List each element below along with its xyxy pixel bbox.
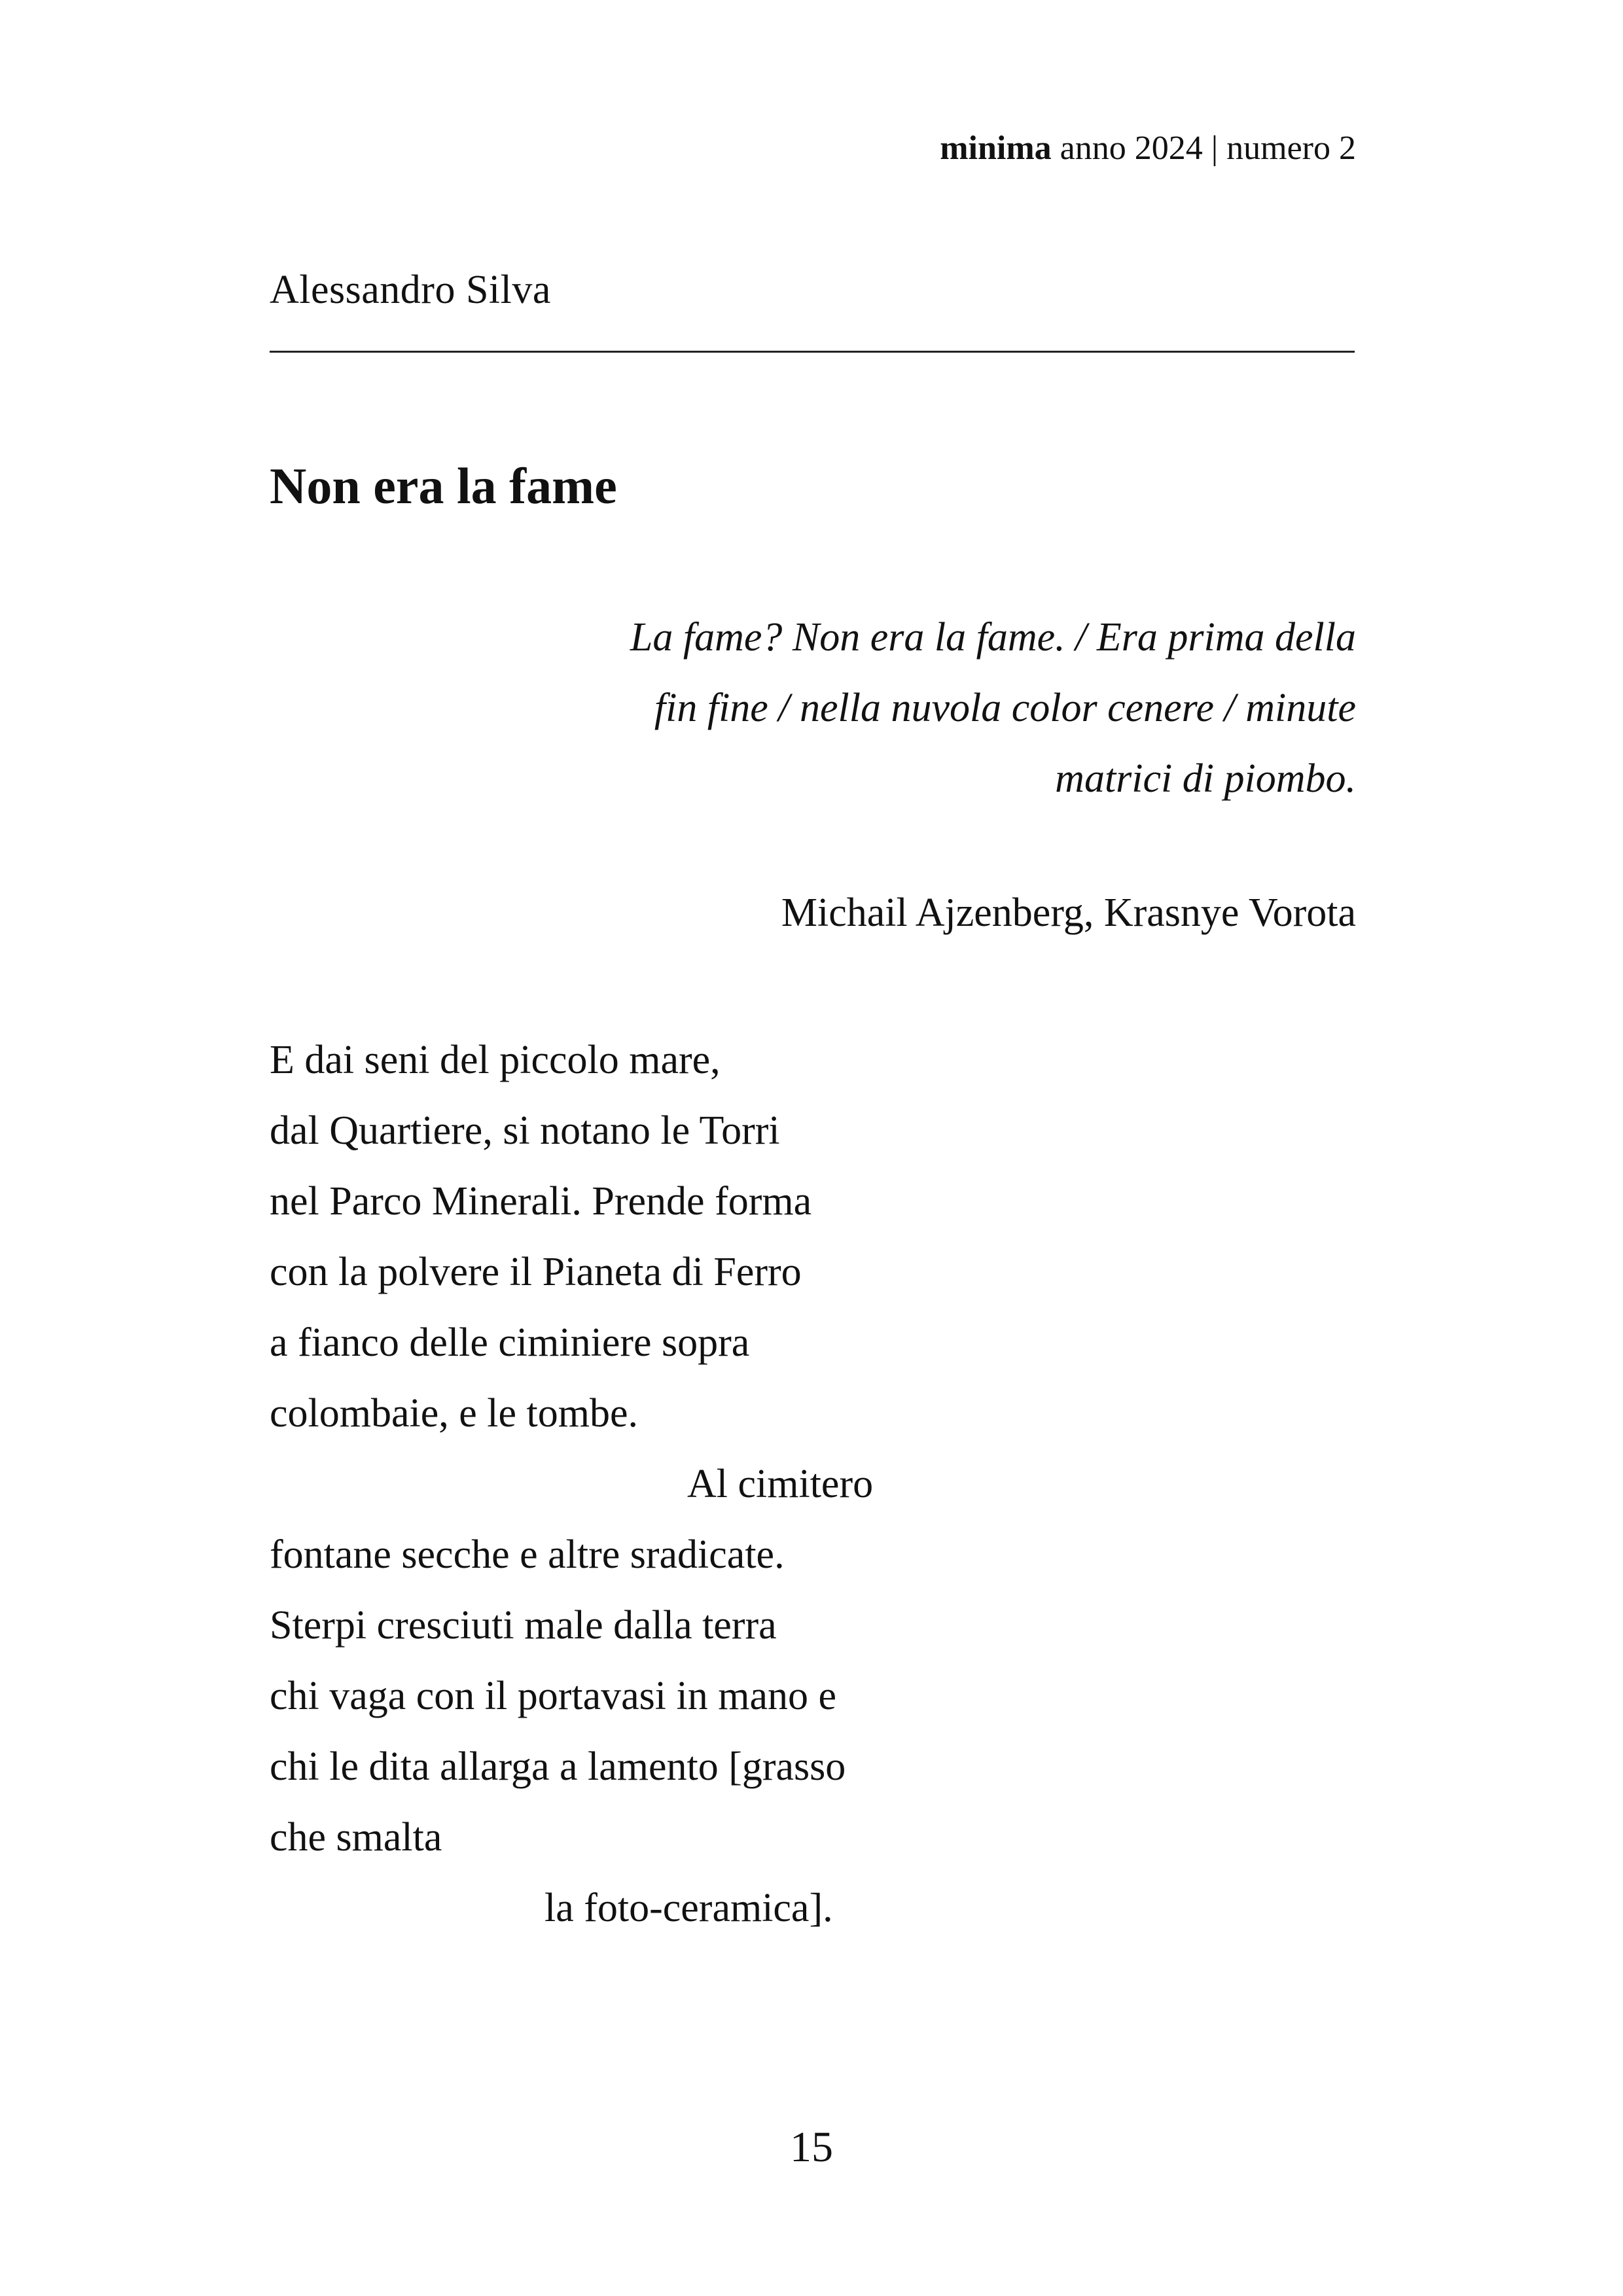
poem-line: E dai seni del piccolo mare, [270,1038,721,1082]
poem-line: la foto-ceramica]. [544,1886,833,1930]
poem-line: con la polvere il Pianeta di Ferro [270,1250,802,1294]
poem-line: chi vaga con il portavasi in mano e [270,1674,837,1718]
poem-title: Non era la fame [270,457,617,514]
epigraph-source: Michail Ajzenberg, Krasnye Vorota [781,891,1356,935]
author-name: Alessandro Silva [270,268,551,312]
poem-line: a fianco delle ciminiere sopra [270,1320,750,1365]
journal-name: minima [940,130,1052,167]
page-number: 15 [790,2123,833,2171]
poem-line: chi le dita allarga a lamento [grasso [270,1744,846,1789]
issue-info: anno 2024 | numero 2 [1060,130,1356,167]
epigraph [505,602,1356,814]
poem-line: Al cimitero [687,1462,874,1506]
epigraph-line: La fame? Non era la fame. / Era prima della [630,615,1356,660]
poem-line: colombaie, e le tombe. [270,1391,638,1436]
header-divider [270,351,1355,353]
poem-line: fontane secche e altre sradicate. [270,1532,785,1577]
poem-line: nel Parco Minerali. Prende forma [270,1179,812,1224]
poem-body [270,1025,873,1943]
running-head [940,128,1356,169]
epigraph-line: matrici di piombo. [1055,756,1356,801]
poem-line: che smalta [270,1815,442,1860]
poem-line: Sterpi cresciuti male dalla terra [270,1603,777,1648]
epigraph-line: fin fine / nella nuvola color cenere / minute [654,686,1356,730]
poem-line: dal Quartiere, si notano le Torri [270,1108,780,1153]
